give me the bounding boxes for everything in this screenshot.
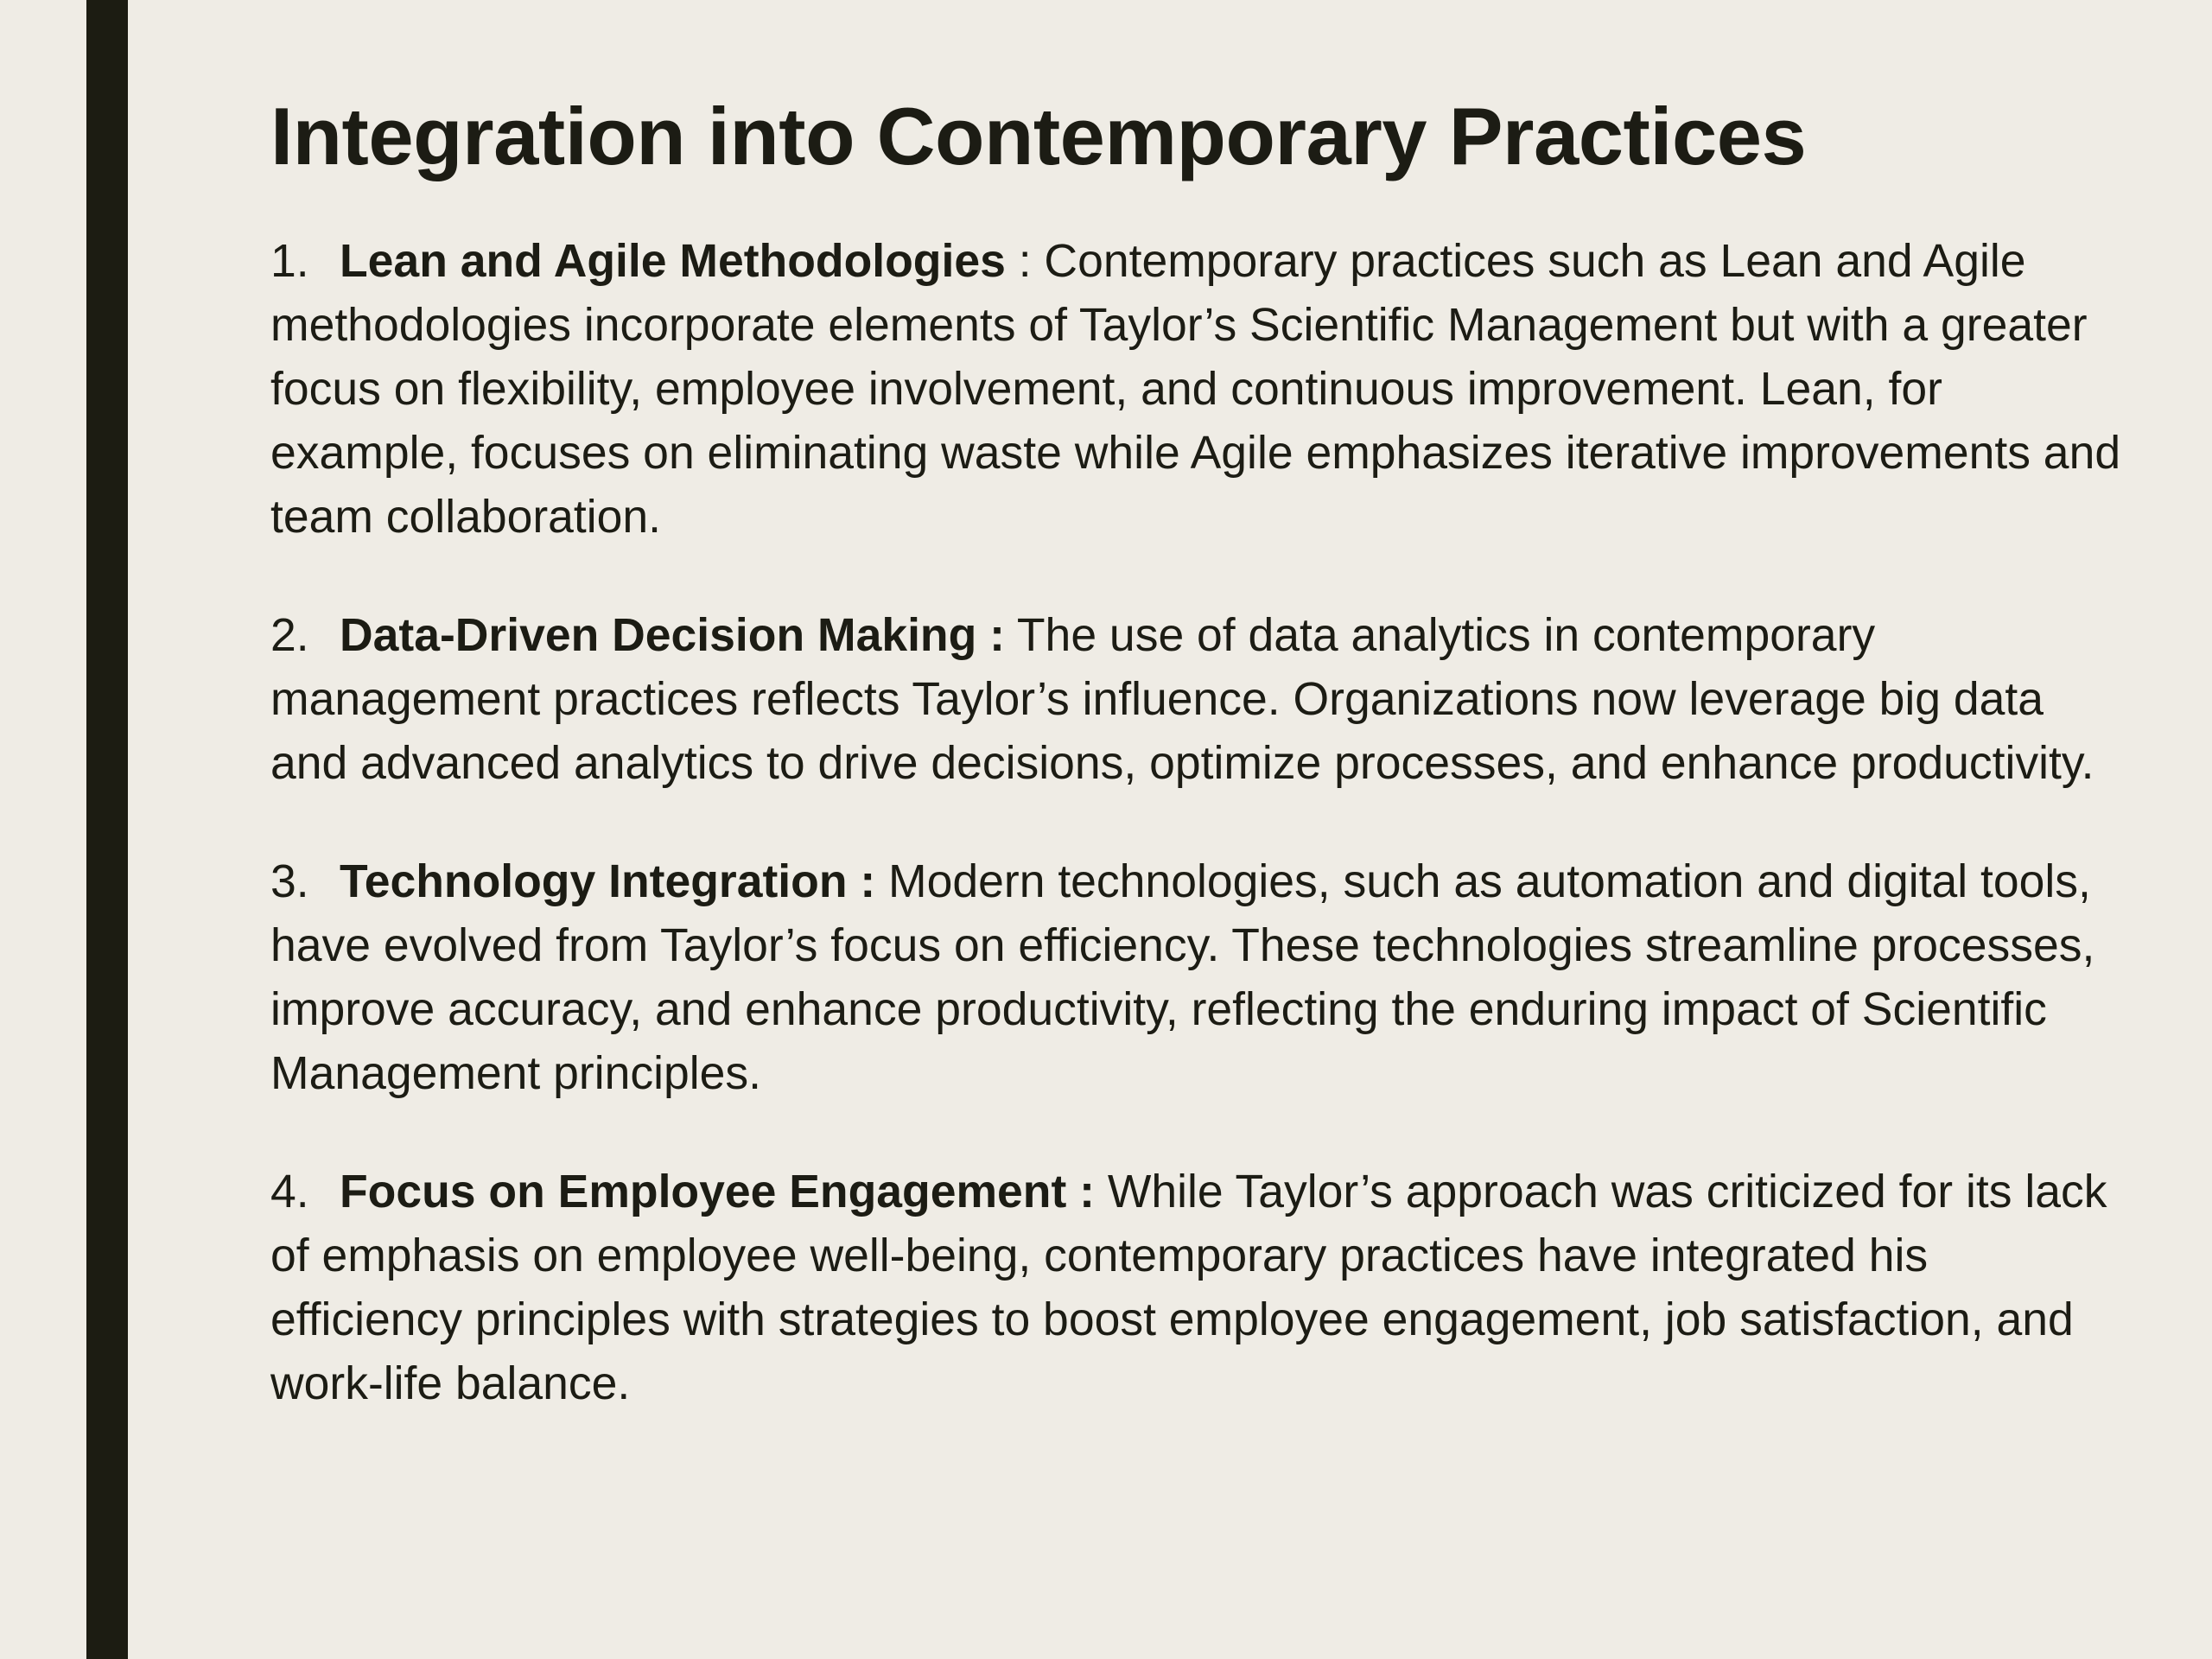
item-number: 1. xyxy=(270,236,309,287)
accent-side-bar xyxy=(86,0,128,1659)
item-text: The use of data analytics in contemporary management practices reflects Taylor’s influence. Organizations now leverage big data and advanced analytics to drive decisions, optimize processes, and enhance productivity. xyxy=(270,610,2094,789)
list-item xyxy=(270,850,2128,1106)
item-heading: Lean and Agile Methodologies xyxy=(340,236,1006,287)
item-heading: Technology Integration : xyxy=(340,856,876,907)
item-text: While Taylor’s approach was criticized for its lack of emphasis on employee well-being, contemporary practices have integrated his efficiency principles with strategies to boost employee engagement, job satisfaction, and work-life balance. xyxy=(270,1166,2107,1409)
item-heading: Focus on Employee Engagement : xyxy=(340,1166,1095,1217)
item-heading: Data-Driven Decision Making : xyxy=(340,610,1005,661)
slide-title: Integration into Contemporary Practices xyxy=(270,91,1807,181)
item-number: 3. xyxy=(270,856,309,907)
list-item xyxy=(270,604,2128,796)
numbered-list xyxy=(270,230,2128,1471)
item-number: 2. xyxy=(270,610,309,661)
list-item xyxy=(270,1160,2128,1416)
item-text: : Contemporary practices such as Lean and Agile methodologies incorporate elements of Taylor’s Scientific Management but with a greater focus on flexibility, employee involvement, and continuous improvement. Lean, for example, focuses on eliminating waste while Agile emphasizes iterative improvements and team collaboration. xyxy=(270,236,2121,543)
item-number: 4. xyxy=(270,1166,309,1217)
list-item xyxy=(270,230,2128,550)
item-text: Modern technologies, such as automation and digital tools, have evolved from Taylor’s focus on efficiency. These technologies streamline processes, improve accuracy, and enhance productivity, reflecting the enduring impact of Scientific Management principles. xyxy=(270,856,2095,1099)
